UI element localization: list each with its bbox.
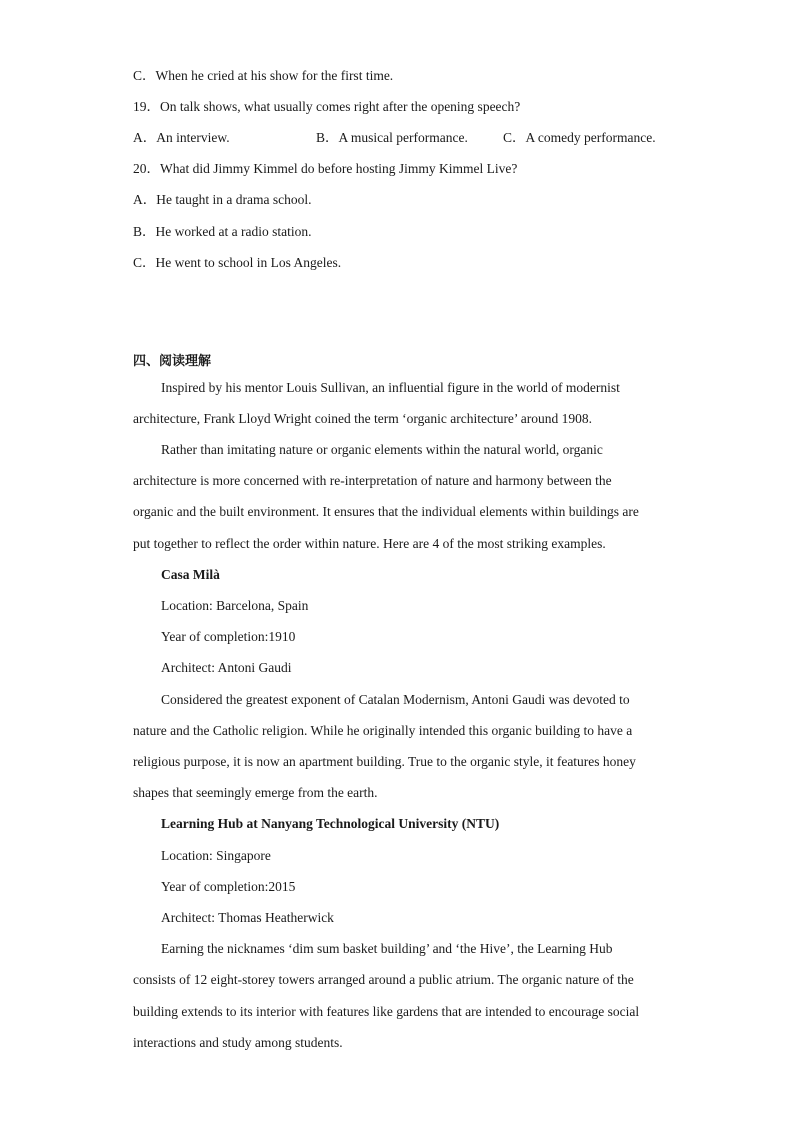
casa-mila-text-line: Considered the greatest exponent of Catalan Modernism, Antoni Gaudi was devoted to — [161, 692, 630, 707]
passage-p2-line: Rather than imitating nature or organic elements within the natural world, organic — [161, 442, 603, 457]
section-heading: 四、阅读理解 — [133, 354, 212, 369]
passage-p2-line: put together to reflect the order within nature. Here are 4 of the most striking examples. — [133, 536, 606, 551]
learning-hub-text-line: Earning the nicknames ‘dim sum basket building’ and ‘the Hive’, the Learning Hub — [161, 941, 613, 956]
learning-hub-text-line: interactions and study among students. — [133, 1035, 343, 1050]
casa-mila-text-line: religious purpose, it is now an apartment building. True to the organic style, it features honey — [133, 754, 636, 769]
learning-hub-architect: Architect: Thomas Heatherwick — [161, 910, 334, 925]
casa-mila-text-line: shapes that seemingly emerge from the earth. — [133, 785, 378, 800]
passage-p2-line: organic and the built environment. It ensures that the individual elements within buildings are — [133, 504, 639, 519]
learning-hub-text-line: consists of 12 eight-storey towers arranged around a public atrium. The organic nature of the — [133, 972, 634, 987]
learning-hub-text-line: building extends to its interior with features like gardens that are intended to encourage social — [133, 1004, 640, 1019]
casa-mila-text-line: nature and the Catholic religion. While he originally intended this organic building to have a — [133, 723, 633, 738]
q19-option-c: C．A comedy performance. — [503, 130, 656, 145]
casa-mila-location: Location: Barcelona, Spain — [161, 598, 309, 613]
learning-hub-title: Learning Hub at Nanyang Technological University (NTU) — [161, 816, 500, 831]
casa-mila-architect: Architect: Antoni Gaudi — [161, 660, 292, 675]
q20-option-c: C．He went to school in Los Angeles. — [133, 255, 342, 270]
casa-mila-title: Casa Milà — [161, 567, 220, 582]
q19-option-b: B．A musical performance. — [316, 130, 468, 145]
q19-stem: 19．On talk shows, what usually comes right after the opening speech? — [133, 99, 521, 114]
learning-hub-year: Year of completion:2015 — [161, 879, 296, 894]
passage-p2-line: architecture is more concerned with re-interpretation of nature and harmony between the — [133, 473, 612, 488]
q20-stem: 20．What did Jimmy Kimmel do before hosting Jimmy Kimmel Live? — [133, 161, 518, 176]
q20-option-b: B．He worked at a radio station. — [133, 224, 312, 239]
q20-option-a: A．He taught in a drama school. — [133, 192, 312, 207]
passage-p1-line: architecture, Frank Lloyd Wright coined the term ‘organic architecture’ around 1908. — [133, 411, 593, 426]
q19-option-a: A．An interview. — [133, 130, 230, 145]
passage-p1-line: Inspired by his mentor Louis Sullivan, an influential figure in the world of modernist — [161, 380, 620, 395]
casa-mila-year: Year of completion:1910 — [161, 629, 296, 644]
learning-hub-location: Location: Singapore — [161, 848, 271, 863]
q18-option-c: C．When he cried at his show for the first time. — [133, 68, 394, 83]
